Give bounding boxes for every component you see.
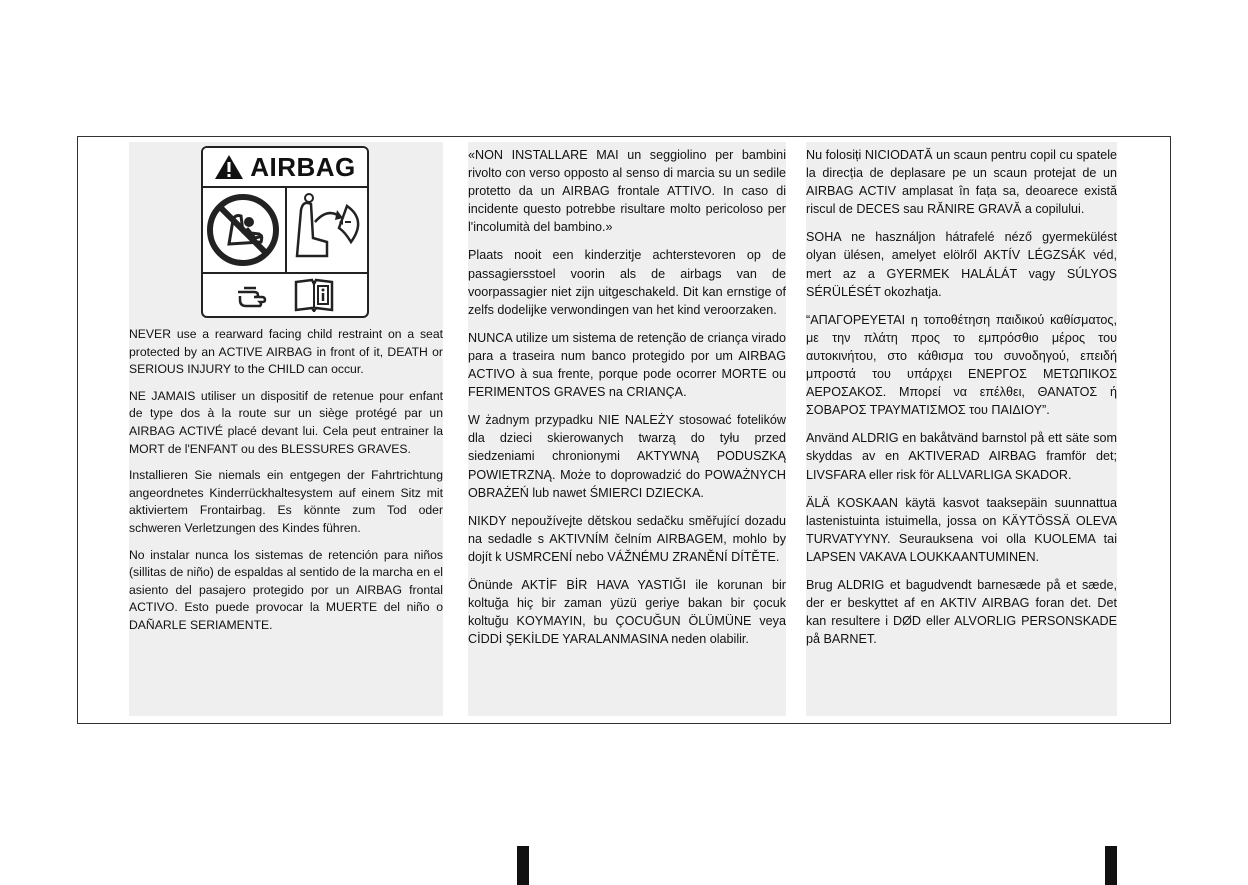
warning-paragraph-cs: NIKDY nepoužívejte dětskou sedačku směřující dozadu na sedadle s AKTIVNÍM čelním AIRBAGEM, mohlo by dojít k USMRCENÍ nebo VÁŽNÉMU ZRANĚNÍ DÍTĚTE.: [468, 513, 786, 564]
warning-paragraph-ro: Nu folosiți NICIODATĂ un scaun pentru copil cu spatele la direcția de deplasare pe un scaun protejat de un AIRBAG ACTIV amplasat în fața sa, deoarece există riscul de DECES sau RĂNIRE GRAVĂ a copilului.: [806, 148, 1117, 217]
warning-paragraph-pt: NUNCA utilize um sistema de retenção de criança virado para a traseira num banco protegido por um AIRBAG ACTIVO à sua frente, porque pode ocorrer MORTE ou FERIMENTOS GRAVES na CRIANÇA.: [468, 330, 786, 400]
warning-paragraph-it: «NON INSTALLARE MAI un seggiolino per bambini rivolto con verso opposto al senso di marcia su un sedile protetto da un AIRBAG frontale ATTIVO. In caso di incidente questo potrebbe risultare molto pericoloso per l'incolumità del bambino.»: [468, 148, 786, 235]
label-header: [203, 148, 367, 188]
warning-paragraph-es: No instalar nunca los sistemas de retención para niños (sillitas de niño) de espaldas al sentido de la marcha en el asiento del pasajero protegido por un AIRBAG frontal ACTIVO. Esto puede provocar la MUERTE del niño o DAÑARLE SERIAMENTE.: [129, 547, 443, 632]
airbag-warning-label: [201, 146, 369, 318]
no-rear-facing-child-seat-icon: [203, 186, 285, 272]
airbag-deploy-icon: [287, 186, 369, 272]
warning-paragraph-sv: Använd ALDRIG en bakåtvänd barnstol på ett säte som skyddas av en AKTIVERAD AIRBAG framför det; LIVSFARA eller risk för ALLVARLIGA SKADOR.: [806, 431, 1117, 482]
warning-paragraph-el: “ΑΠΑΓΟΡΕΥΕΤΑΙ η τοποθέτηση παιδικού καθίσματος, με την πλάτη προς το εμπρόσθιο μέρος του αυτοκινήτου, στο κάθισμα του συνοδηγού, επειδή μπροστά του υπάρχει ΕΝΕΡΓΟΣ ΜΕΤΩΠΙΚΟΣ ΑΕΡΟΣΑΚΟΣ. Μπορεί να επέλθει, ΘΑΝΑΤΟΣ ή ΣΟΒΑΡΟΣ ΤΡΑΥΜΑΤΙΣΜΟΣ του ΠΑΙΔΙΟΥ”.: [806, 312, 1117, 418]
warning-paragraph-fi: ÄLÄ KOSKAAN käytä kasvot taaksepäin suunnattua lastenistuinta istuimella, jossa on KÄYTÖSSÄ OLEVA TURVATYYNY. Seurauksena voi olla KUOLEMA tai LAPSEN VAKAVA LOUKKAANTUMINEN.: [806, 495, 1117, 564]
warning-paragraph-da: Brug ALDRIG et bagudvendt barnesæde på et sæde, der er beskyttet af en AKTIV AIRBAG foran det. Det kan resultere i DØD eller ALVORLIG PERSONSKADE på BARNET.: [806, 577, 1117, 647]
warning-triangle-icon: [214, 154, 244, 180]
warning-paragraph-pl: W żadnym przypadku NIE NALEŻY stosować fotelików dla dzieci skierowanych twarzą do tyłu przed siedzeniami chronionymi AKTYWNĄ PODUSZKĄ POWIETRZNĄ. Może to doprowadzić do POWAŻNYCH OBRAŻEŃ lub nawet ŚMIERCI DZIECKA.: [468, 413, 786, 500]
column-1: [129, 142, 443, 716]
warning-paragraph-de: Installieren Sie niemals ein entgegen der Fahrtrichtung angeordnetes Kinderrückhaltesystem auf einem Sitz mit aktiviertem Frontairbag. Es könnte zum Tod oder schweren Verletzungen des Kindes führen.: [129, 468, 443, 535]
manual-book-icon: [294, 278, 334, 312]
warning-paragraph-hu: SOHA ne használjon hátrafelé néző gyermekülést olyan ülésen, amelyet elölről AKTÍV LÉGZSÁK véd, mert az a GYERMEK HALÁLÁT vagy SÚLYOS SÉRÜLÉSÉT okozhatja.: [806, 230, 1117, 299]
label-info-row: [203, 274, 367, 316]
warning-paragraph-nl: Plaats nooit een kinderzitje achterstevoren op de passagiersstoel voorin als de airbags van de voorpassagier niet zijn uitgeschakeld. Dit kan ernstige of zelfs dodelijke verwondingen van het kind veroorzaken.: [468, 248, 786, 317]
page-marker-bar-left: [517, 846, 529, 885]
page-marker-bar-right: [1105, 846, 1117, 885]
label-pictograms: [203, 186, 367, 274]
column-3: [806, 142, 1117, 716]
column-1-text: [129, 326, 443, 644]
column-2-text: [468, 146, 786, 658]
column-3-text: [806, 146, 1117, 658]
label-title: AIRBAG: [250, 151, 356, 182]
warning-paragraph-fr: NE JAMAIS utiliser un dispositif de retenue pour enfant de type dos à la route sur un siège protégé par un AIRBAG ACTIVÉ placé devant lui. Cela peut entrainer la MORT de l'ENFANT ou des BLESSURES GRAVES.: [129, 388, 443, 456]
warning-paragraph-tr: Önünde AKTİF BİR HAVA YASTIĞI ile korunan bir koltuğa hiç bir zaman yüzü geriye bakan bir çocuk koltuğu KOYMAYIN, bu ÇOCUĞUN ÖLÜMÜNE veya CİDDİ ŞEKİLDE YARALANMASINA neden olabilir.: [468, 577, 786, 647]
pointing-hand-icon: [236, 282, 270, 308]
column-2: [468, 142, 786, 716]
warning-paragraph-en: NEVER use a rearward facing child restraint on a seat protected by an ACTIVE AIRBAG in front of it, DEATH or SERIOUS INJURY to the CHILD can occur.: [129, 327, 443, 377]
